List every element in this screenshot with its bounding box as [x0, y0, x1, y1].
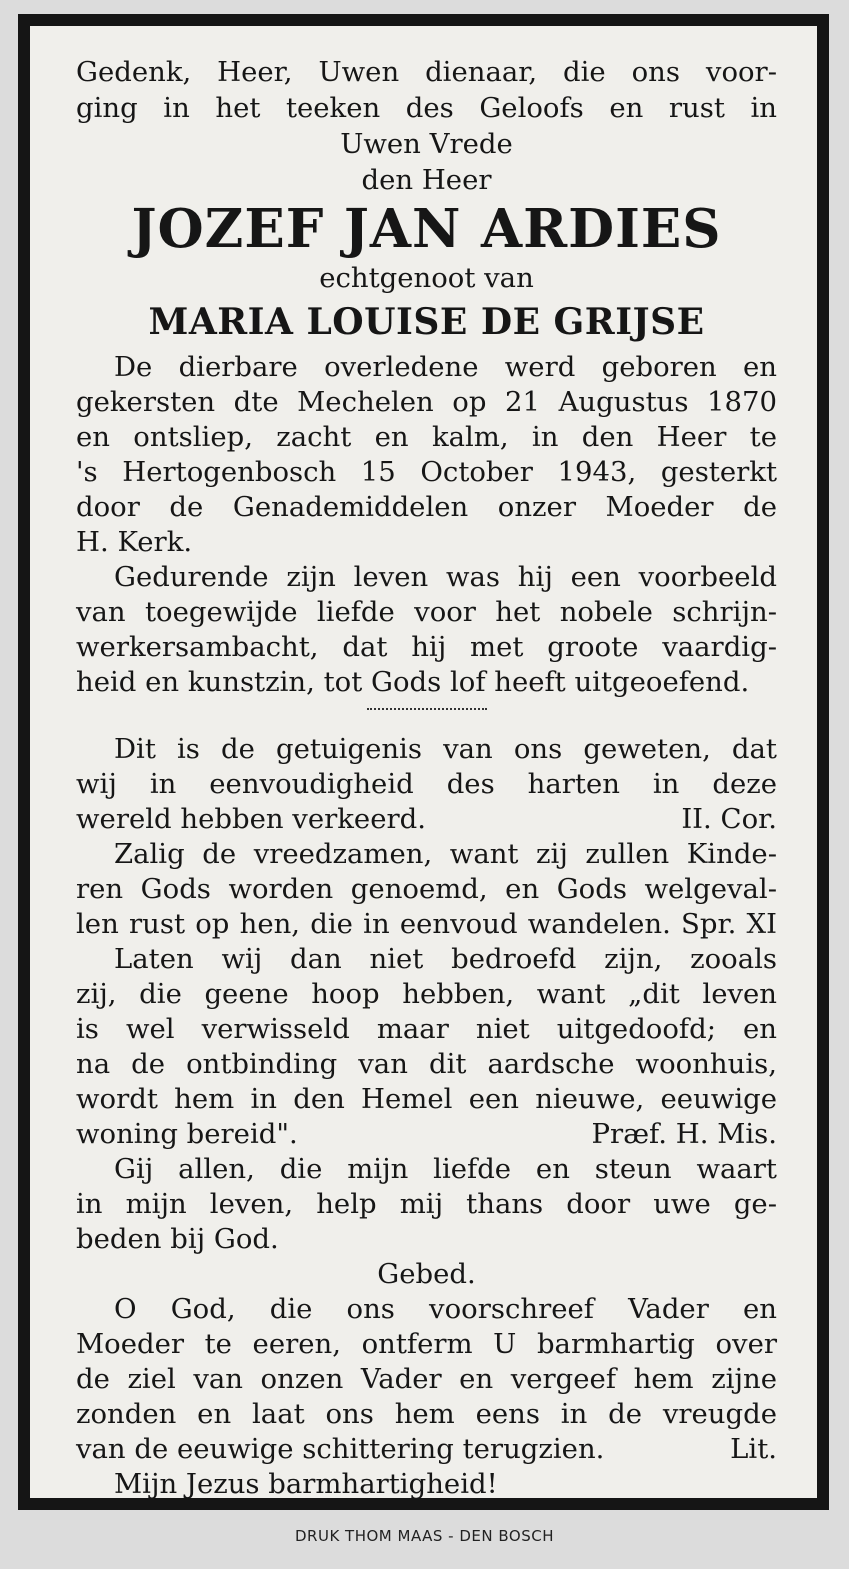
intro-line: Gedenk, Heer, Uwen dienaar, die ons voor- — [76, 56, 777, 88]
bio-line: en ontsliep, zacht en kalm, in den Heer te — [76, 421, 777, 453]
bio-line: gekersten dte Mechelen op 21 Augustus 1870 — [76, 386, 777, 418]
intro-line: ging in het teeken des Geloofs en rust in — [76, 92, 777, 124]
printer-credit: DRUK THOM MAAS - DEN BOSCH — [295, 1527, 554, 1545]
bio-line: 's Hertogenbosch 15 October 1943, gesterkt — [76, 456, 777, 488]
plea-line: in mijn leven, help mij thans door uwe ge- — [76, 1188, 777, 1220]
prayer-reference: Lit. — [730, 1433, 777, 1465]
praef-reference: Præf. H. Mis. — [591, 1118, 777, 1150]
deceased-name: JOZEF JAN ARDIES — [131, 198, 722, 260]
cor-line: Dit is de getuigenis van ons geweten, dat — [114, 733, 777, 765]
bio-line: H. Kerk. — [76, 526, 193, 558]
cor-last-line — [76, 802, 777, 837]
praef-line: wordt hem in den Hemel een nieuwe, eeuwige — [76, 1083, 777, 1115]
closing-line: Mijn Jezus barmhartigheid! — [114, 1468, 498, 1500]
intro-line: den Heer — [361, 164, 492, 196]
plea-line: beden bij God. — [76, 1223, 279, 1255]
praef-last-line — [76, 1117, 777, 1152]
cor-last-text: wereld hebben verkeerd. — [76, 803, 426, 835]
plea-line: Gij allen, die mijn liefde en steun waart — [114, 1153, 777, 1185]
intro-verse — [76, 54, 777, 198]
cor-line: wij in eenvoudigheid des harten in deze — [76, 768, 777, 800]
bio-line: De dierbare overledene werd geboren en — [114, 351, 777, 383]
prayer-title: Gebed. — [377, 1258, 476, 1290]
life-line: Gedurende zijn leven was hij een voorbeeld — [114, 561, 777, 593]
life-line: werkersambacht, dat hij met groote vaardig- — [76, 631, 777, 663]
prayer-line: Moeder te eeren, ontferm U barmhartig over — [76, 1328, 777, 1360]
dotted-divider — [367, 708, 487, 710]
scripture-quotes — [76, 732, 777, 1502]
spouse-label: echtgenoot van — [319, 262, 534, 294]
praef-line: zij, die geene hoop hebben, want „dit leven — [76, 978, 777, 1010]
prayer-last-text: van de eeuwige schittering terugzien. — [76, 1433, 605, 1465]
life-line: van toegewijde liefde voor het nobele schrijn- — [76, 596, 777, 628]
prayer-line: zonden en laat ons hem eens in de vreugde — [76, 1398, 777, 1430]
biography — [76, 350, 777, 700]
spr-line: ren Gods worden genoemd, en Gods welgeval- — [76, 873, 777, 905]
prayer-last-line — [76, 1432, 777, 1467]
praef-line: na de ontbinding van dit aardsche woonhuis, — [76, 1048, 777, 1080]
spr-line: len rust op hen, die in eenvoud wandelen. Spr. XI — [76, 908, 777, 940]
praef-last-text: woning bereid". — [76, 1118, 298, 1150]
life-line: heid en kunstzin, tot Gods lof heeft uitgeoefend. — [76, 666, 750, 698]
spr-line: Zalig de vreedzamen, want zij zullen Kinde- — [114, 838, 777, 870]
intro-line: Uwen Vrede — [340, 128, 513, 160]
praef-line: is wel verwisseld maar niet uitgedoofd; en — [76, 1013, 777, 1045]
cor-reference: II. Cor. — [681, 803, 777, 835]
praef-line: Laten wij dan niet bedroefd zijn, zooals — [114, 943, 777, 975]
bio-line: door de Genademiddelen onzer Moeder de — [76, 491, 777, 523]
prayer-line: O God, die ons voorschreef Vader en — [114, 1293, 777, 1325]
spouse-name: MARIA LOUISE DE GRIJSE — [148, 301, 705, 343]
memorial-card — [18, 14, 829, 1510]
prayer-line: de ziel van onzen Vader en vergeef hem zijne — [76, 1363, 777, 1395]
